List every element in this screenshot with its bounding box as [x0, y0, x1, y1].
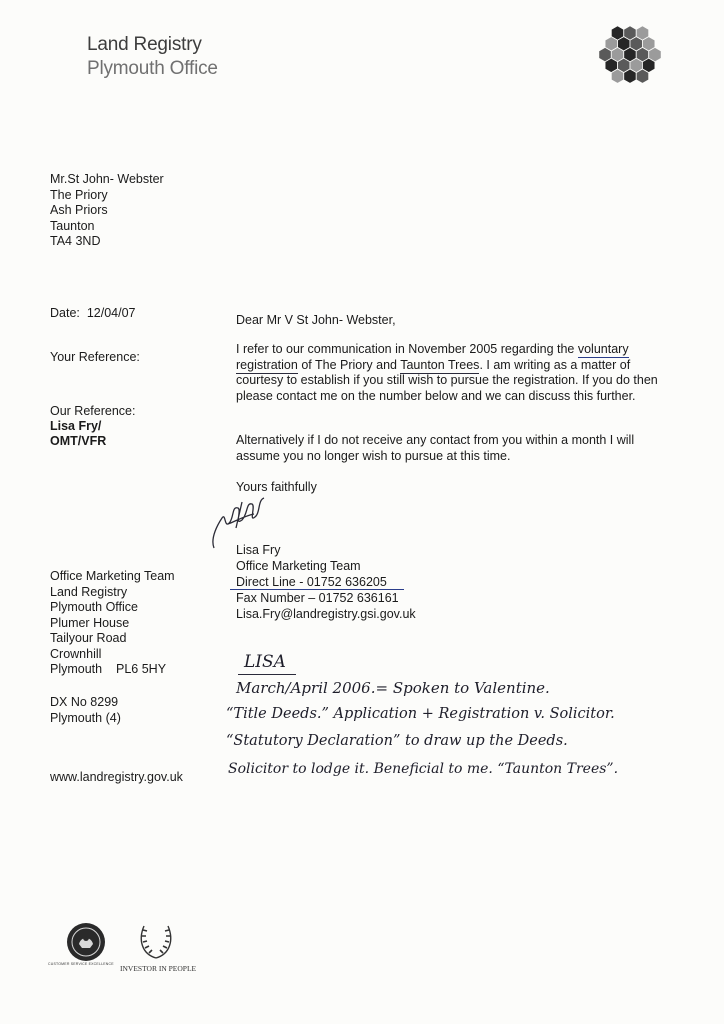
date-label: Date: — [50, 306, 80, 320]
handwritten-line-4: “Statutory Declaration” to draw up the Deeds. — [226, 733, 568, 749]
para1-text: of The Priory and — [297, 357, 401, 372]
recipient-address — [50, 172, 164, 250]
handwritten-underline — [238, 674, 296, 675]
handwritten-line-1: LISA — [244, 652, 286, 672]
direct-line-underline — [230, 589, 404, 590]
office-address-line: Tailyour Road — [50, 631, 127, 645]
footer-logo-caption: INVESTOR IN PEOPLE — [120, 964, 197, 973]
org-name: Land Registry — [87, 34, 202, 55]
para1-voluntary: voluntary — [577, 342, 629, 356]
recipient-line: The Priory — [50, 187, 108, 202]
signatory-name: Lisa Fry — [236, 543, 281, 557]
handwritten-line-5: Solicitor to lodge it. Beneficial to me. “Taunton Trees”. — [228, 761, 619, 777]
office-name: Plymouth Office — [87, 58, 218, 79]
recipient-line: Ash Priors — [50, 203, 108, 217]
date-value: 12/04/07 — [86, 306, 136, 320]
customer-service-excellence-icon — [66, 922, 106, 962]
para1-taunton-trees: Taunton Trees — [400, 357, 480, 372]
logo-hexagon — [611, 69, 623, 83]
dx-line: Plymouth (4) — [50, 710, 121, 725]
para1-text: . I am writing as a matter of courtesy to establish if you still wish to pursue the registration. If you do then please contact me on the number below and we can discuss this further. — [236, 357, 658, 403]
para1-text: I refer to our communication in November 2005 regarding the — [236, 342, 578, 356]
date-field — [50, 306, 136, 322]
office-address-line: Crownhill — [50, 646, 102, 661]
direct-line: Direct Line - 01752 636205 — [236, 575, 387, 589]
logo-hexagon — [636, 69, 648, 83]
dx-address — [50, 695, 121, 726]
handwritten-line-2: March/April 2006.= Spoken to Valentine. — [236, 679, 550, 697]
office-address-line: Plumer House — [50, 615, 130, 630]
office-address-line: Plymouth PL6 5HY — [50, 662, 167, 676]
investor-in-people-icon — [134, 918, 178, 962]
your-reference-label: Your Reference: — [50, 350, 140, 364]
office-address-line: Plymouth Office — [50, 600, 139, 614]
land-registry-logo — [592, 24, 668, 100]
recipient-line: TA4 3ND — [50, 234, 101, 248]
recipient-line: Taunton — [50, 218, 95, 233]
office-address — [50, 569, 175, 678]
footer-logo-caption: CUSTOMER SERVICE EXCELLENCE — [48, 962, 114, 966]
salutation: Dear Mr V St John- Webster, — [236, 313, 396, 327]
email-link[interactable]: Lisa.Fry@landregistry.gsi.gov.uk — [236, 607, 416, 621]
our-reference-label: Our Reference: — [50, 404, 136, 418]
fax-number: Fax Number – 01752 636161 — [236, 591, 399, 605]
handwritten-line-3: “Title Deeds.” Application + Registration v. Solicitor. — [226, 706, 615, 722]
closing: Yours faithfully — [236, 480, 317, 494]
dx-line: DX No 8299 — [50, 695, 119, 709]
our-reference-line: Lisa Fry/ — [50, 419, 102, 433]
website-link[interactable]: www.landregistry.gov.uk — [50, 770, 183, 784]
logo-hexagon — [624, 69, 636, 83]
office-address-line: Land Registry — [50, 584, 128, 599]
paragraph-2: Alternatively if I do not receive any contact from you within a month I will assume you no longer wish to pursue at this time. — [236, 433, 635, 463]
paragraph-1 — [236, 342, 664, 404]
our-reference-line: OMT/VFR — [50, 434, 107, 448]
para1-registration: registration — [236, 357, 298, 372]
signatory-team: Office Marketing Team — [236, 559, 361, 573]
office-address-line: Office Marketing Team — [50, 569, 175, 583]
recipient-line: Mr.St John- Webster — [50, 172, 164, 186]
